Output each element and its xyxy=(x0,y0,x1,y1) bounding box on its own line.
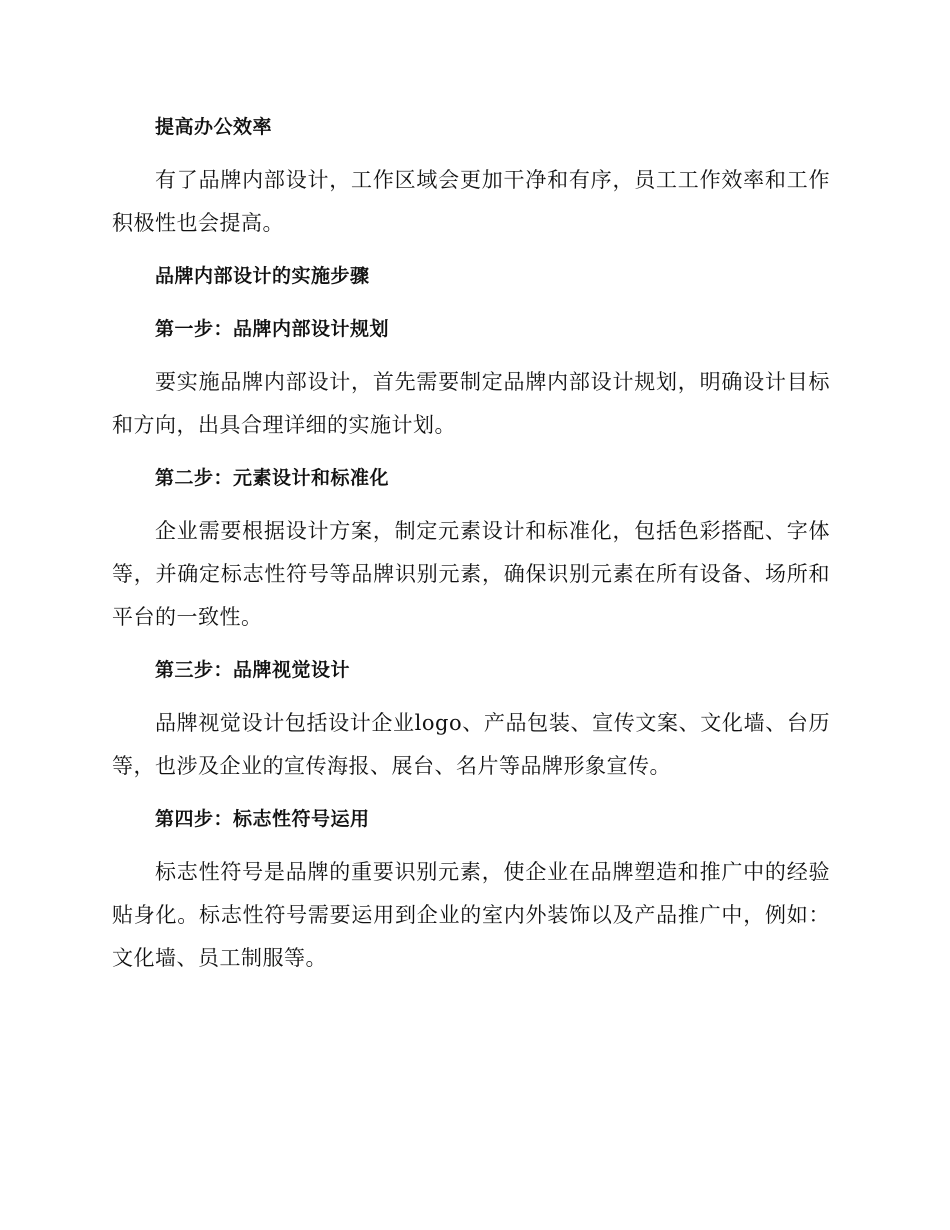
section-heading-office-efficiency: 提高办公效率 xyxy=(155,116,273,138)
section-heading-step-4: 第四步：标志性符号运用 xyxy=(155,808,370,830)
section-paragraph-step-3: 品牌视觉设计包括设计企业logo、产品包装、宣传文案、文化墙、台历等，也涉及企业的宣传海报、展台、名片等品牌形象宣传。 xyxy=(112,711,830,778)
document-body xyxy=(112,106,830,990)
section-paragraph-office-efficiency: 有了品牌内部设计，工作区域会更加干净和有序，员工工作效率和工作积极性也会提高。 xyxy=(112,168,830,235)
section-paragraph-step-1: 要实施品牌内部设计，首先需要制定品牌内部设计规划，明确设计目标和方向，出具合理详细的实施计划。 xyxy=(112,370,830,437)
section-paragraph-step-4: 标志性符号是品牌的重要识别元素，使企业在品牌塑造和推广中的经验贴身化。标志性符号需要运用到企业的室内外装饰以及产品推广中，例如：文化墙、员工制服等。 xyxy=(112,860,830,970)
section-heading-step-2: 第二步：元素设计和标准化 xyxy=(155,467,390,489)
section-heading-step-1: 第一步：品牌内部设计规划 xyxy=(155,318,390,340)
section-heading-implementation-steps: 品牌内部设计的实施步骤 xyxy=(155,265,370,287)
section-paragraph-step-2: 企业需要根据设计方案，制定元素设计和标准化，包括色彩搭配、字体等，并确定标志性符号等品牌识别元素，确保识别元素在所有设备、场所和平台的一致性。 xyxy=(112,519,830,629)
section-heading-step-3: 第三步：品牌视觉设计 xyxy=(155,659,351,681)
